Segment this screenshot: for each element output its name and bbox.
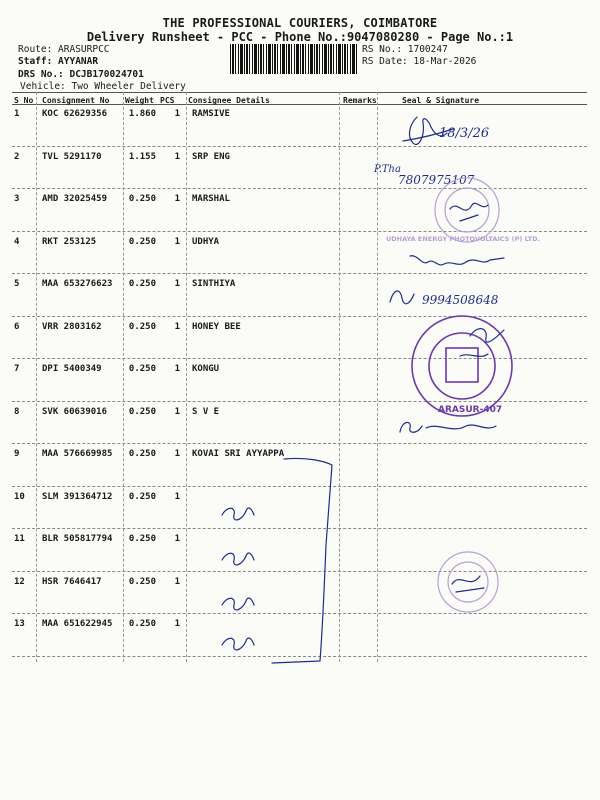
sig1-date: 18/3/26 [439, 126, 490, 141]
row-consignment-no: HSR 7646417 [42, 576, 102, 587]
row-consignment-no: SLM 391364712 [42, 491, 113, 502]
row-pcs: 1 [174, 109, 180, 119]
row-consignment-no: TVL 5291170 [42, 151, 102, 162]
row-weight: 1.155 [128, 151, 156, 162]
row-consignee: KOVAI SRI AYYAPPA [192, 449, 285, 459]
column-divider [123, 92, 124, 662]
row-consignment-no: AMD 32025459 [42, 194, 108, 204]
row-pcs: 1 [174, 364, 180, 374]
row-consignment-no: MAA 653276623 [42, 279, 113, 289]
row-weight: 0.250 [128, 406, 156, 417]
table-top-rule [12, 92, 587, 93]
row-weight: 0.250 [128, 236, 156, 247]
column-divider [186, 92, 187, 662]
row-sno: 6 [14, 321, 20, 332]
row-pcs: 1 [174, 491, 180, 502]
drs-info [18, 69, 144, 80]
company-title: THE PROFESSIONAL COURIERS, COIMBATORE [162, 16, 438, 30]
row-sno: 9 [14, 449, 20, 459]
company-stamp-row-4 [386, 232, 586, 272]
drs-value: DCJB170024701 [69, 69, 144, 80]
row-sno: 3 [14, 194, 20, 204]
col-header-pcs: PCS [160, 96, 175, 105]
drs-label: DRS No.: [18, 69, 70, 80]
row-pcs: 1 [174, 534, 180, 544]
row-sno: 2 [14, 151, 20, 162]
row-pcs: 1 [174, 321, 180, 332]
row-pcs: 1 [174, 236, 180, 247]
runsheet-subtitle: Delivery Runsheet - PCC - Phone No.:9047080280 - Page No.:1 [86, 30, 514, 44]
row-consignment-no: SVK 60639016 [42, 406, 108, 417]
row-consignment-no: BLR 505817794 [42, 534, 113, 544]
col-header-remarks: Remarks [343, 96, 377, 105]
row-consignee: SRP ENG [192, 151, 230, 162]
signature-row-1 [395, 105, 505, 153]
row-weight: 0.250 [128, 364, 156, 374]
row-consignment-no: VRR 2803162 [42, 321, 102, 332]
col-header-seal: Seal & Signature [402, 96, 480, 105]
row-consignment-no: RKT 253125 [42, 236, 97, 247]
society-stamp-rows-6-7 [400, 308, 530, 423]
sig4-company: UDHAYA ENERGY PHOTOVOLTAICS (P) LTD. [386, 235, 540, 243]
row-consignment-no: KOC 62629356 [42, 109, 108, 119]
table-row-separator [12, 273, 587, 274]
route-info: Route: ARASURPCC [18, 44, 110, 55]
row-weight: 0.250 [128, 449, 156, 459]
rs-date: RS Date: 18-Mar-2026 [362, 56, 477, 67]
row-consignee: S V E [192, 406, 220, 417]
row-consignee: KONGU [192, 364, 220, 374]
row-pcs: 1 [174, 449, 180, 459]
faint-stamp-row-12 [430, 548, 510, 618]
row-weight: 1.860 [128, 109, 156, 119]
row-pcs: 1 [174, 194, 180, 204]
row-sno: 5 [14, 279, 20, 289]
table-row-separator [12, 443, 587, 444]
row-consignee: HONEY BEE [192, 321, 241, 332]
row-pcs: 1 [174, 576, 180, 587]
col-header-weight: Weight [125, 96, 154, 105]
staff-info [18, 56, 98, 67]
row-weight: 0.250 [128, 576, 156, 587]
row-sno: 10 [14, 491, 25, 502]
row-consignee: SINTHIYA [192, 279, 236, 289]
ditto-bracket-rows-9-13 [212, 455, 342, 670]
row-pcs: 1 [174, 279, 180, 289]
row-pcs: 1 [174, 619, 180, 629]
row-consignment-no: MAA 651622945 [42, 619, 113, 629]
col-header-consignee: Consignee Details [188, 96, 270, 105]
row-pcs: 1 [174, 406, 180, 417]
col-header-consignment: Consignment No [42, 96, 110, 105]
row-consignment-no: MAA 576669985 [42, 449, 113, 459]
row-sno: 8 [14, 406, 20, 417]
row-weight: 0.250 [128, 619, 156, 629]
svg-text:P.Tha: P.Tha [374, 164, 401, 175]
stamp-town: ARASUR-407 [438, 405, 503, 415]
row-weight: 0.250 [128, 279, 156, 289]
staff-value: AYYANAR [58, 56, 99, 67]
row-weight: 0.250 [128, 194, 156, 204]
col-header-sno: S No [14, 96, 34, 105]
row-consignee: UDHYA [192, 236, 220, 247]
sig2-phone: 7807975107 [398, 173, 475, 187]
row-sno: 13 [14, 619, 25, 629]
row-sno: 4 [14, 236, 20, 247]
row-sno: 1 [14, 109, 20, 119]
row-weight: 0.250 [128, 534, 156, 544]
column-divider [36, 92, 37, 662]
rs-number: RS No.: 1700247 [362, 44, 448, 55]
row-sno: 11 [14, 534, 25, 544]
row-consignee: MARSHAL [192, 194, 230, 204]
sig5-number: 9994508648 [422, 293, 499, 307]
staff-label: Staff: [18, 56, 59, 67]
row-sno: 12 [14, 576, 25, 587]
row-sno: 7 [14, 364, 20, 374]
vehicle-info: Vehicle: Two Wheeler Delivery [20, 81, 186, 92]
row-consignee: RAMSIVE [192, 109, 230, 119]
row-weight: 0.250 [128, 321, 156, 332]
row-consignment-no: DPI 5400349 [42, 364, 102, 374]
row-weight: 0.250 [128, 491, 156, 502]
row-pcs: 1 [174, 151, 180, 162]
barcode [230, 44, 358, 74]
signature-row-8 [396, 412, 516, 442]
